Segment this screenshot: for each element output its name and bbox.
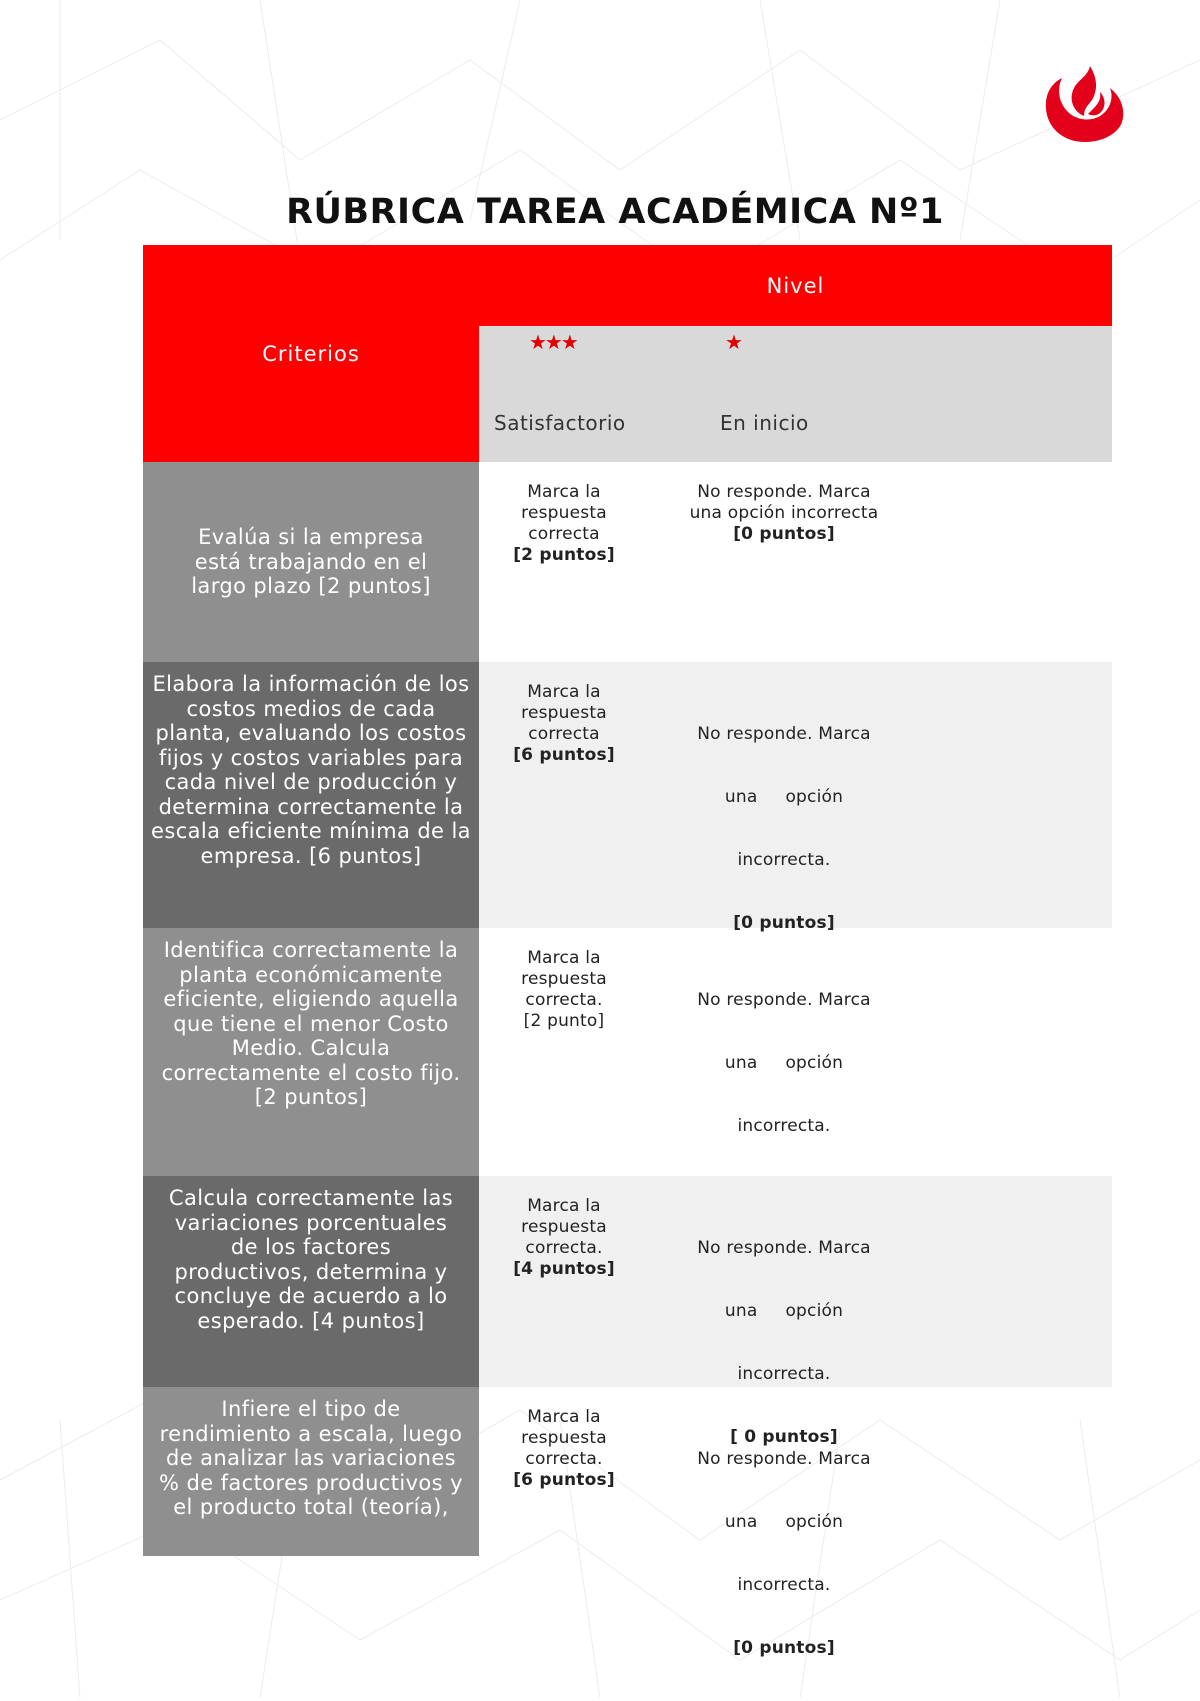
criterion-3-text: Identifica correctamente la planta económicamente eficiente, eligiendo aquella que tiene el menor Costo Medio. Calcula correctamente el costo fijo. [2 puntos] (161, 938, 461, 1109)
satisfactorio-descriptor-3: Marca la respuesta correcta. [2 punto] (521, 948, 607, 1031)
satisfactorio-descriptor-4: Marca la respuesta correcta. [4 puntos] (513, 1196, 615, 1279)
page-title: RÚBRICA TAREA ACADÉMICA Nº1 (286, 192, 944, 232)
criterion-2 (143, 662, 479, 928)
descriptor-row-4 (479, 1176, 1112, 1447)
level-header (479, 245, 1112, 326)
three-stars-icon: ★★★ (529, 330, 577, 354)
criterion-2-text: Elabora la información de los costos medios de cada planta, evaluando los costos fijos y costos variables para cada nivel de producción y determina correctamente la escala eficiente mínima de la empresa. [6 puntos] (151, 672, 471, 868)
descriptor-row-3 (479, 928, 1112, 1176)
criteria-header-label: Criterios (262, 341, 360, 366)
satisfactorio-descriptor-1: Marca la respuesta correcta [2 puntos] (513, 482, 615, 565)
descriptor-row-5 (479, 1387, 1112, 1658)
en-inicio-descriptor-4: No responde. Marca una opción incorrecta. [ 0 puntos] (697, 1238, 871, 1447)
rubric-table (143, 245, 1112, 1658)
en-inicio-descriptor-1: No responde. Marca una opción incorrecta [0 puntos] (689, 482, 879, 544)
one-star-icon: ★ (725, 330, 741, 354)
criterion-1-text: Evalúa si la empresa está trabajando en el largo plazo [2 puntos] (191, 525, 431, 599)
criterion-5 (143, 1387, 479, 1556)
en-inicio-descriptor-2: No responde. Marca una opción incorrecta. [0 puntos] (697, 724, 871, 933)
university-logo (1040, 58, 1130, 146)
satisfactorio-descriptor-2: Marca la respuesta correcta [6 puntos] (513, 682, 615, 765)
satisfactorio-descriptor-5: Marca la respuesta correcta. [6 puntos] (513, 1407, 615, 1490)
level-en-inicio: En inicio (720, 411, 809, 435)
en-inicio-descriptor-3: No responde. Marca una opción incorrecta. (697, 990, 871, 1136)
level-names-row (479, 326, 1112, 462)
descriptor-row-1 (479, 462, 1112, 662)
descriptor-row-2 (479, 662, 1112, 933)
en-inicio-descriptor-5: No responde. Marca una opción incorrecta. [0 puntos] (697, 1449, 871, 1658)
level-header-label: Nivel (766, 273, 825, 298)
criterion-3 (143, 928, 479, 1176)
criterion-1 (143, 462, 479, 662)
criteria-header (143, 245, 479, 462)
criterion-4-text: Calcula correctamente las variaciones porcentuales de los factores productivos, determina y concluye de acuerdo a lo esperado. [4 puntos] (168, 1186, 454, 1333)
criterion-4 (143, 1176, 479, 1387)
criterion-5-text: Infiere el tipo de rendimiento a escala, luego de analizar las variaciones % de factores productivos y el producto total (teoría), (159, 1397, 463, 1519)
level-satisfactorio: Satisfactorio (494, 411, 626, 435)
